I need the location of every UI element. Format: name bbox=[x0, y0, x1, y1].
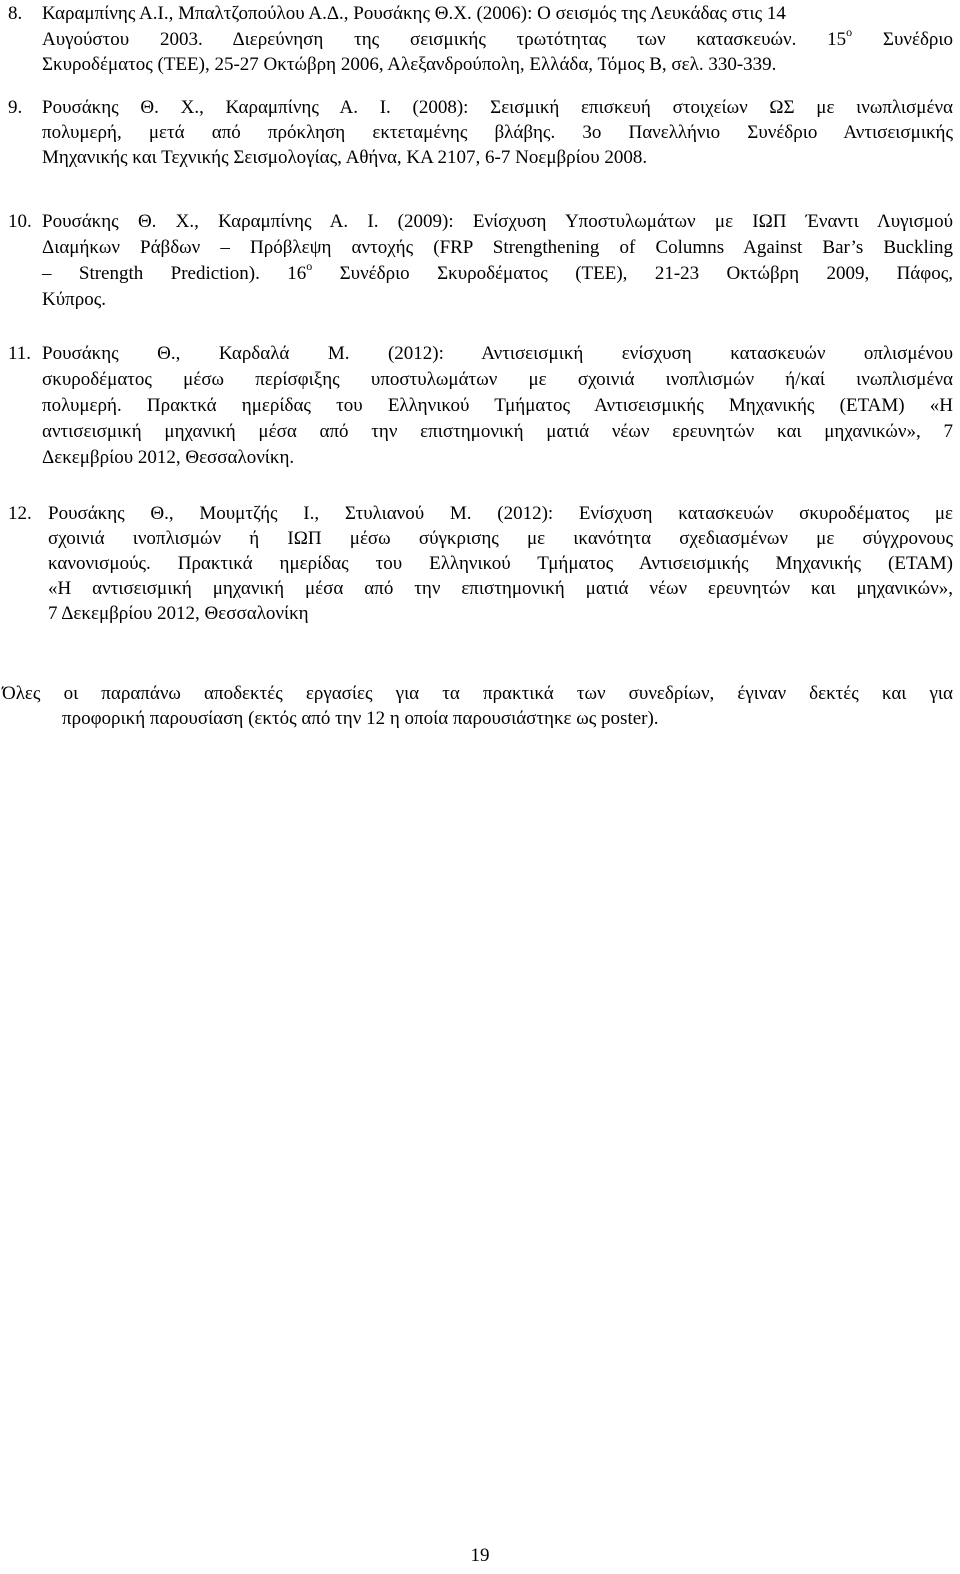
reference-text-line: «Η αντισεισμική μηχανική μέσα από την επιστημονική ματιά νέων ερευνητών και μηχανικών», bbox=[48, 578, 953, 599]
reference-text-line: σχοινιά ινοπλισμών ή ΙΩΠ μέσω σύγκρισης με ικανότητα σχεδιασμένων με σύγχρονους bbox=[48, 528, 953, 549]
reference-text-line: Ρουσάκης Θ., Μουμτζής Ι., Στυλιανού Μ. (2012): Ενίσχυση κατασκευών σκυροδέματος με bbox=[48, 503, 953, 524]
page-number: 19 bbox=[470, 1545, 490, 1566]
reference-text-line: Μηχανικής και Τεχνικής Σεισμολογίας, Αθήνα, ΚΑ 2107, 6-7 Νοεμβρίου 2008. bbox=[42, 147, 648, 168]
reference-text-line: Δεκεμβρίου 2012, Θεσσαλονίκη. bbox=[42, 447, 295, 468]
note-text-line: Όλες οι παραπάνω αποδεκτές εργασίες για τα πρακτικά των συνεδρίων, έγιναν δεκτές και για bbox=[2, 683, 953, 704]
note-text-line: προφορική παρουσίαση (εκτός από την 12 η οποία παρουσιάστηκε ως poster). bbox=[62, 708, 659, 729]
reference-text-line: Αυγούστου 2003. Διερεύνηση της σεισμικής τρωτότητας των κατασκευών. $15^o$ Συνέδριο bbox=[42, 24, 953, 50]
reference-text-line: Κύπρος. bbox=[42, 289, 106, 310]
reference-text-line: Ρουσάκης Θ., Καρδαλά Μ. (2012): Αντισεισμική ενίσχυση κατασκευών οπλισμένου bbox=[42, 343, 953, 364]
reference-text-line: πολυμερή, μετά από πρόκληση εκτεταμένης βλάβης. 3ο Πανελλήνιο Συνέδριο Αντισεισμικής bbox=[42, 122, 953, 143]
reference-text-line: Ρουσάκης Θ. Χ., Καραμπίνης Α. Ι. (2009): Ενίσχυση Υποστυλωμάτων με ΙΩΠ Έναντι Λυγισμού bbox=[42, 211, 953, 232]
reference-text-line: – Strength Prediction). $16^o$ Συνέδριο Σκυροδέματος (ΤΕΕ), 21-23 Οκτώβρη 2009, Πάφος, bbox=[42, 258, 953, 284]
reference-text-line: σκυροδέματος μέσω περίσφιξης υποστυλωμάτων με σχοινιά ινοπλισμών ή/καί ινωπλισμένα bbox=[42, 369, 953, 390]
reference-text-line: αντισεισμική μηχανική μέσα από την επιστημονική ματιά νέων ερευνητών και μηχανικών», 7 bbox=[42, 421, 953, 442]
reference-number: 8. bbox=[8, 3, 23, 24]
reference-number: 12. bbox=[8, 503, 32, 524]
reference-text-line: Καραμπίνης Α.Ι., Μπαλτζοπούλου Α.Δ., Ρουσάκης Θ.Χ. (2006): Ο σεισμός της Λευκάδας στις 14 bbox=[42, 3, 786, 24]
reference-text-line: Ρουσάκης Θ. Χ., Καραμπίνης Α. Ι. (2008): Σεισμική επισκευή στοιχείων ΩΣ με ινωπλισμένα bbox=[42, 97, 953, 118]
reference-number: 10. bbox=[8, 211, 32, 232]
reference-number: 11. bbox=[8, 343, 32, 364]
reference-text-line: πολυμερή. Πρακτκά ημερίδας του Ελληνικού Τμήματος Αντισεισμικής Μηχανικής (ΕΤΑΜ) «Η bbox=[42, 395, 953, 416]
reference-text-line: Διαμήκων Ράβδων – Πρόβλεψη αντοχής (FRP Strengthening of Columns Against Bar’s Buckling bbox=[42, 237, 953, 258]
reference-text-line: Σκυροδέματος (ΤΕΕ), 25-27 Οκτώβρη 2006, Αλεξανδρούπολη, Ελλάδα, Τόμος Β, σελ. 330-339. bbox=[42, 54, 777, 75]
reference-text-line: 7 Δεκεμβρίου 2012, Θεσσαλονίκη bbox=[48, 603, 309, 624]
reference-text-line: κανονισμούς. Πρακτικά ημερίδας του Ελληνικού Τμήματος Αντισεισμικής Μηχανικής (ΕΤΑΜ) bbox=[48, 553, 953, 574]
reference-number: 9. bbox=[8, 97, 23, 118]
